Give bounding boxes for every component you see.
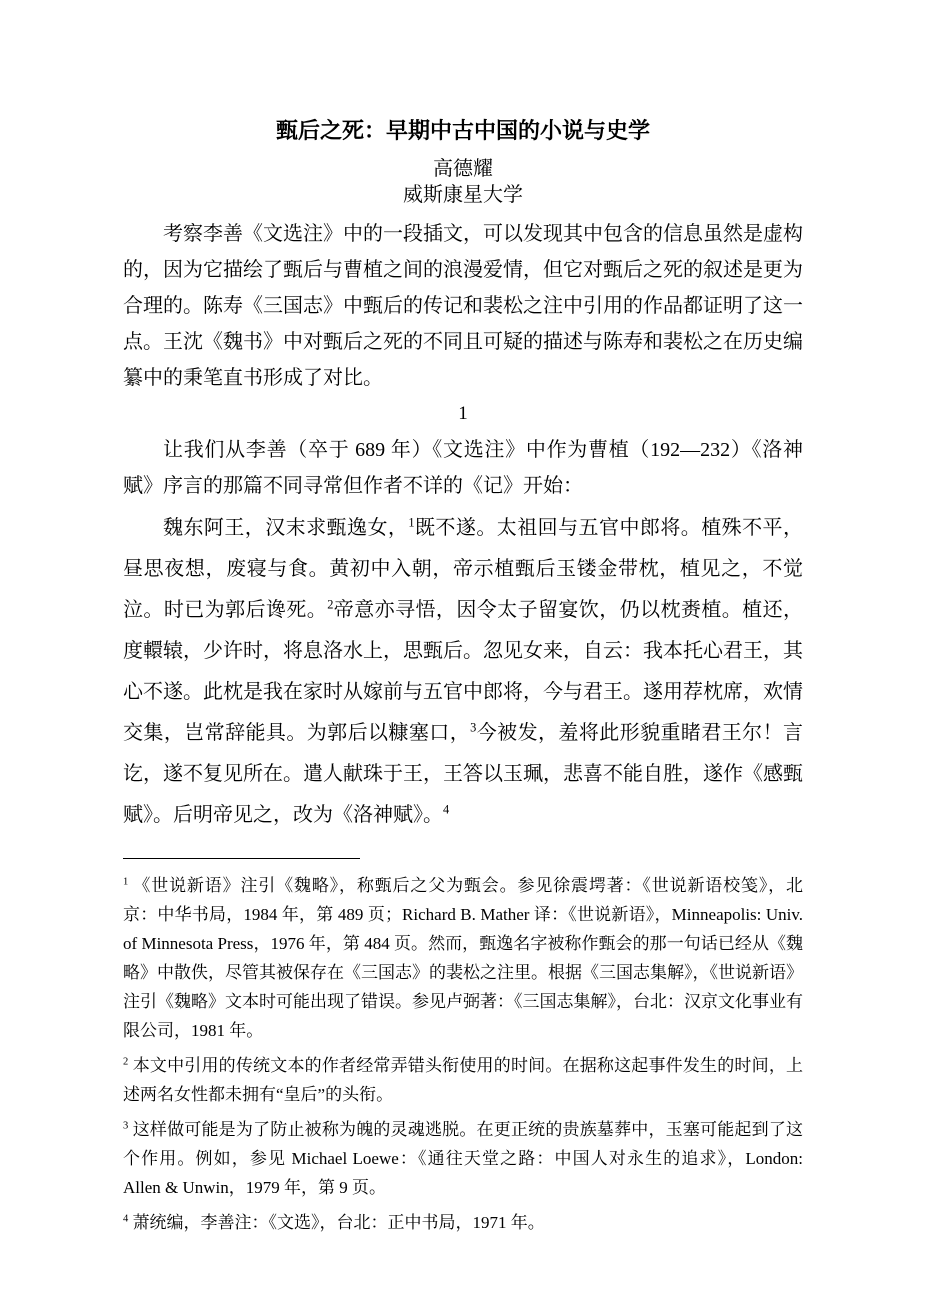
footnote-ref-4: 4	[443, 802, 450, 817]
footnote-number-4: 4	[123, 1213, 129, 1225]
footnote-ref-3: 3	[470, 720, 477, 735]
quoted-passage	[123, 508, 803, 836]
footnote-separator-rule	[123, 858, 360, 859]
footnote-text-4: 萧统编，李善注：《文选》，台北：正中书局，1971 年。	[132, 1213, 545, 1232]
quote-segment-3: 帝意亦寻悟，因令太子留宴饮，仍以枕赉植。植还，度轘辕，少许时，将息洛水上，思甄后。忽见女来，自云：我本托心君王，其心不遂。此枕是我在家时从嫁前与五官中郎将，今与君王。遂用荐枕席，欢情交集，岂常辞能具。为郭后以糠塞口，	[123, 599, 804, 744]
author-name: 高德耀	[433, 158, 493, 180]
quote-segment-1: 魏东阿王，汉末求甄逸女，	[163, 517, 409, 539]
footnote-text-3: 这样做可能是为了防止被称为魄的灵魂逃脱。在更正统的贵族墓葬中，玉塞可能起到了这个作用。例如，参见 Michael Loewe：《通往天堂之路：中国人对永生的追求》，London: Allen & Unwin，1979 年，第 9 页。	[123, 1120, 804, 1197]
footnote-item-1	[123, 871, 803, 1045]
footnote-number-1: 1	[123, 876, 129, 888]
footnote-text-1: 《世说新语》注引《魏略》，称甄后之父为甄会。参见徐震堮著：《世说新语校笺》，北京：中华书局，1984 年，第 489 页；Richard B. Mather 译：《世说新语》，Minneapolis: Univ. of Minnesota Press，1976 年，第 484 页。然而，甄逸名字被称作甄会的那一句话已经从《魏略》中散佚，尽管其被保存在《三国志》的裴松之注里。根据《三国志集解》，《世说新语》注引《魏略》文本时可能出现了错误。参见卢弼著：《三国志集解》，台北：汉京文化事业有限公司，1981 年。	[123, 876, 804, 1040]
intro-paragraph: 让我们从李善（卒于 689 年）《文选注》中作为曹植（192—232）《洛神赋》序言的那篇不同寻常但作者不详的《记》开始：	[123, 439, 803, 497]
footnote-ref-1: 1	[408, 515, 415, 530]
abstract-paragraph: 考察李善《文选注》中的一段插文，可以发现其中包含的信息虽然是虚构的，因为它描绘了甄后与曹植之间的浪漫爱情，但它对甄后之死的叙述是更为合理的。陈寿《三国志》中甄后的传记和裴松之注中引用的作品都证明了这一点。王沈《魏书》中对甄后之死的不同且可疑的描述与陈寿和裴松之在历史编纂中的秉笔直书形成了对比。	[123, 223, 803, 389]
quote-segment-4: 今被发，羞将此形貌重睹君王尔！言讫，遂不复见所在。遣人献珠于王，王答以玉珮，悲喜不能自胜，遂作《感甄赋》。后明帝见之，改为《洛神赋》。	[123, 722, 804, 826]
footnote-number-3: 3	[123, 1120, 129, 1132]
page-title: 甄后之死：早期中古中国的小说与史学	[275, 118, 650, 143]
footnote-item-2	[123, 1051, 803, 1109]
quote-segment-2: 既不遂。太祖回与五官中郎将。植殊不平，昼思夜想，废寝与食。黄初中入朝，帝示植甄后玉镂金带枕，植见之，不觉泣。时已为郭后谗死。	[123, 517, 804, 621]
footnote-text-2: 本文中引用的传统文本的作者经常弄错头衔使用的时间。在据称这起事件发生的时间，上述两名女性都未拥有“皇后”的头衔。	[123, 1056, 804, 1104]
footnote-number-2: 2	[123, 1056, 129, 1068]
author-affiliation: 威斯康星大学	[403, 184, 523, 206]
footnote-item-4	[123, 1208, 803, 1237]
section-number: 1	[458, 403, 468, 424]
footnote-ref-2: 2	[327, 597, 334, 612]
footnote-item-3	[123, 1115, 803, 1202]
footnotes-section	[123, 871, 803, 1237]
